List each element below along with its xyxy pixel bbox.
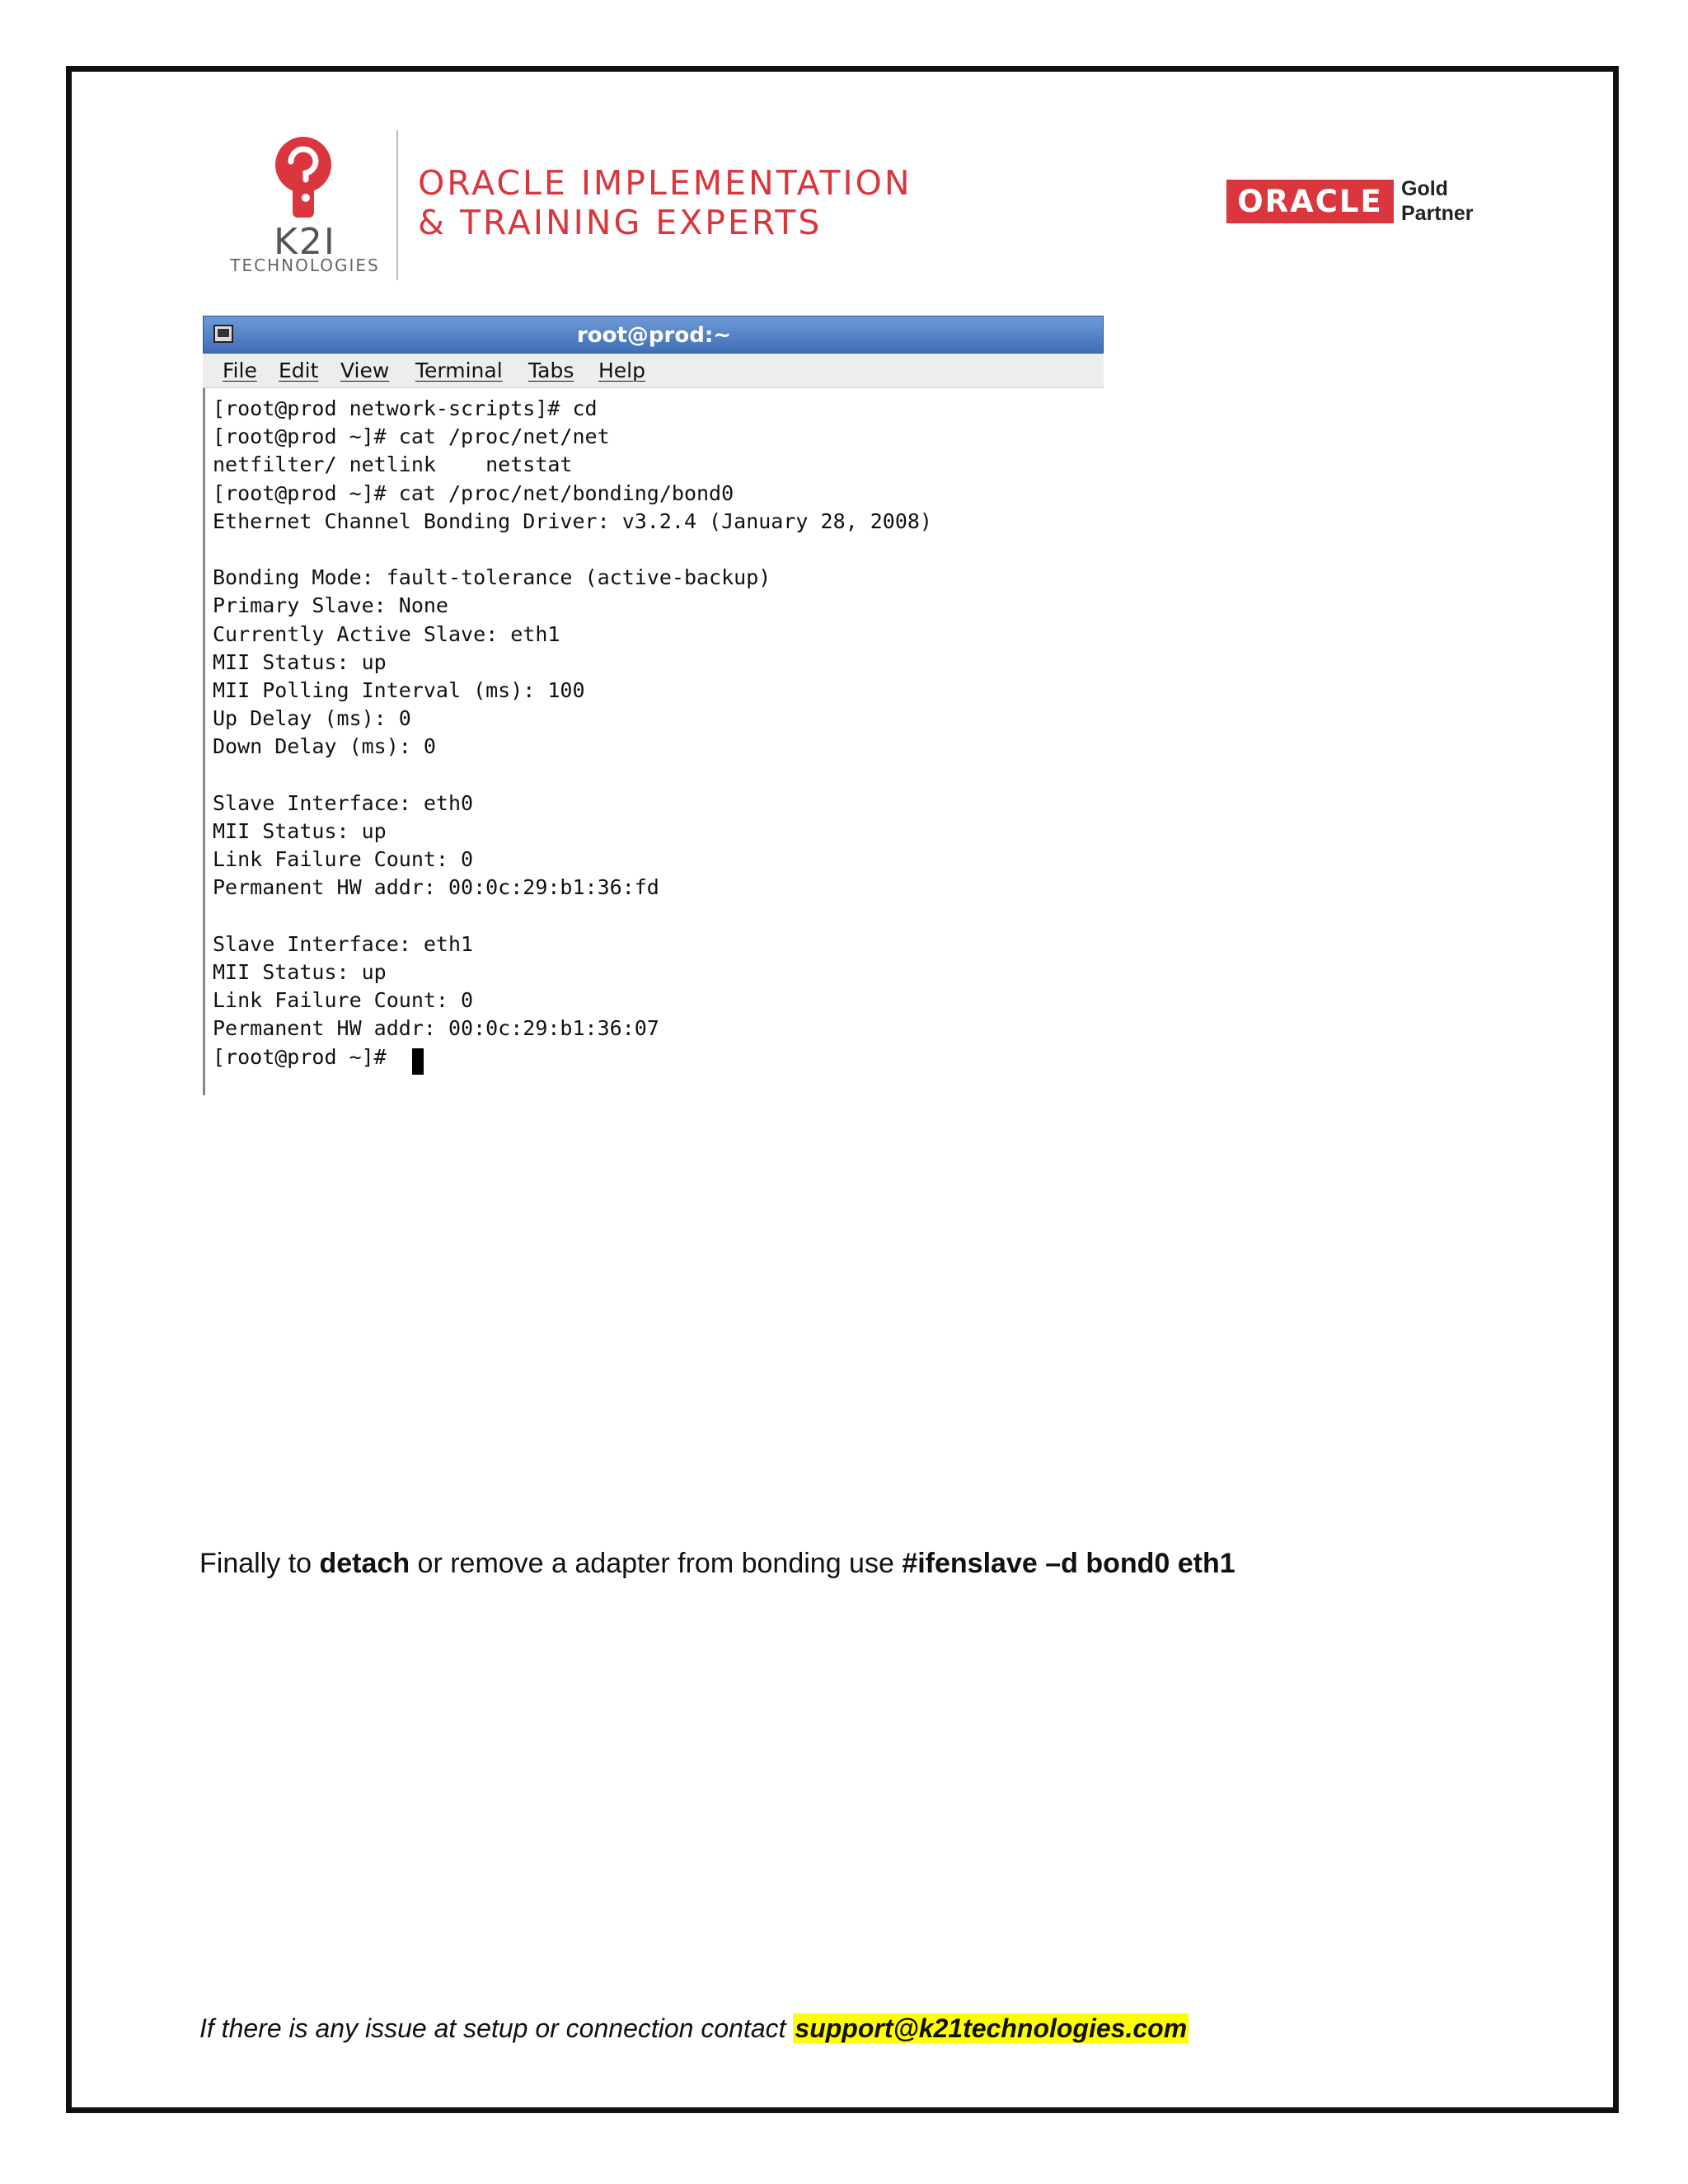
k21-logo-subtext: TECHNOLOGIES: [230, 255, 380, 275]
k21-logo: [210, 132, 400, 284]
menu-file[interactable]: File: [223, 359, 257, 382]
instruction-bold-detach: detach: [319, 1548, 410, 1579]
terminal-menubar: [203, 354, 1104, 388]
menu-edit[interactable]: Edit: [279, 359, 319, 382]
instruction-bold-command: #ifenslave –d bond0 eth1: [902, 1548, 1236, 1579]
terminal-left-border: [203, 388, 205, 1095]
footer-text: If there is any issue at setup or connection contact: [199, 2013, 794, 2043]
oracle-partner-line-1: Gold: [1401, 177, 1448, 200]
menu-tabs[interactable]: Tabs: [528, 359, 574, 382]
tagline-line-1: ORACLE IMPLEMENTATION: [418, 163, 912, 203]
menu-terminal[interactable]: Terminal: [415, 359, 503, 382]
menu-help[interactable]: Help: [598, 359, 645, 382]
instruction-middle: or remove a adapter from bonding use: [410, 1548, 903, 1579]
oracle-logo: ORACLE: [1226, 180, 1394, 223]
terminal-window: [203, 316, 1104, 1095]
terminal-output[interactable]: [root@prod network-scripts]# cd [root@prod ~]# cat /proc/net/net netfilter/ netlink netstat [root@prod ~]# cat /proc/net/bonding/bond0 Ethernet Channel Bonding Driver: v3.2.4 (January 28, 2008) Bonding Mode: fault-tolerance (active-backup) Primary Slave: None Currently Active Slave: eth1 MII Status: up MII Polling Interval (ms): 100 Up Delay (ms): 0 Down Delay (ms): 0 Slave Interface: eth0 MII Status: up Link Failure Count: 0 Permanent HW addr: 00:0c:29:b1:36:fd Slave Interface: eth1 MII Status: up Link Failure Count: 0 Permanent HW addr: 00:0c:29:b1:36:07 [root@prod ~]#: [213, 396, 932, 1069]
k21-logo-mark-icon: [210, 132, 400, 223]
terminal-title: root@prod:~: [576, 323, 732, 348]
k21-logo-text: K2I: [274, 221, 336, 263]
footer-contact: [199, 2013, 1189, 2044]
terminal-cursor: [412, 1048, 424, 1075]
oracle-partner-label: [1401, 176, 1474, 226]
menu-view[interactable]: View: [340, 359, 390, 382]
instruction-prefix: Finally to: [199, 1548, 320, 1579]
tagline-line-2: & TRAINING EXPERTS: [418, 203, 823, 242]
terminal-titlebar[interactable]: [203, 316, 1104, 354]
instruction-text: [199, 1548, 1236, 1580]
support-email-link[interactable]: support@k21technologies.com: [795, 2013, 1188, 2043]
header-divider: [396, 130, 398, 280]
oracle-partner-line-2: Partner: [1401, 202, 1474, 225]
tagline: [418, 163, 912, 242]
